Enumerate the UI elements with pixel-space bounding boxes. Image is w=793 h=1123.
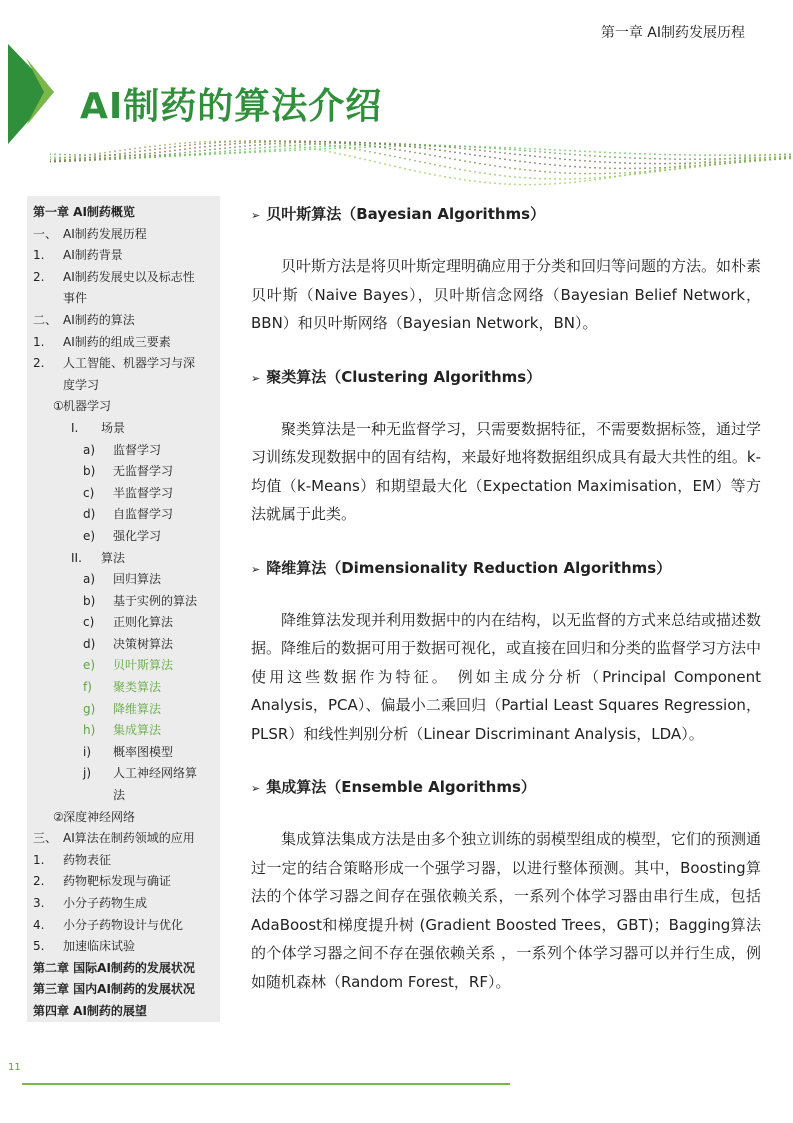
arrow-bullet-icon: ➢ (251, 371, 261, 385)
toc-item[interactable] (33, 245, 220, 267)
toc-item-label: 药物靶标发现与确证 (63, 874, 172, 889)
section-body-dimensionality: 降维算法发现并利用数据中的内在结构，以无监督的方式来总结或描述数据。降维后的数据可用于数据可视化，或直接在回归和分类的监督学习方法中使用这些数据作为特征。 例如主成分分析（Principal Component Analysis，PCA）、偏最小二乘回归（Partial Least Squares Regression，PLSR）和线性判别分析（Linear Discriminant Analysis，LDA）。 (251, 610, 762, 743)
toc-item-number: c) (83, 485, 95, 500)
toc-item-label: AI算法在制药领域的应用 (63, 831, 195, 846)
toc-item-label: 正则化算法 (113, 615, 174, 630)
toc-item[interactable] (33, 915, 220, 937)
toc-item-number: 2. (33, 356, 45, 371)
arrow-bullet-icon: ➢ (251, 209, 261, 222)
toc-item-label: 基于实例的算法 (113, 593, 198, 608)
toc-item[interactable] (33, 850, 220, 872)
section-body-clustering: 聚类算法是一种无监督学习，只需要数据特征，不需要数据标签，通过学习训练发现数据中的固有结构，来最好地将数据组织成具有最大共性的组。k-均值（k-Means）和期望最大化（Expectation Maximisation，EM）等方法就属于此类。 (251, 419, 762, 523)
toc-item[interactable] (33, 871, 220, 893)
toc-item-number: 2. (33, 874, 45, 889)
toc-item-label: 回归算法 (113, 572, 162, 587)
toc-item-label: 集成算法 (113, 723, 162, 738)
toc-item-label: 小分子药物生成 (63, 896, 148, 910)
toc-item-label: 第四章 AI制药的展望 (33, 1003, 147, 1018)
toc-item-label: AI制药的组成三要素 (63, 334, 171, 349)
toc-item[interactable] (33, 677, 220, 699)
toc-item-label: 强化学习 (113, 528, 162, 543)
toc-item-number: b) (83, 593, 96, 608)
toc-item[interactable] (33, 958, 220, 980)
toc-item[interactable] (33, 1001, 220, 1023)
toc-item[interactable] (33, 332, 220, 354)
toc-item[interactable] (33, 655, 220, 677)
toc-item-number: 5. (33, 939, 45, 954)
toc-item-number: 二、 (33, 312, 58, 327)
section-heading-ensemble: ➢ 集成算法（Ensemble Algorithms） (251, 778, 536, 796)
toc-item[interactable] (33, 742, 220, 764)
toc-item-number: d) (83, 507, 96, 522)
toc-item[interactable] (33, 202, 220, 224)
toc-item-number: ② (53, 809, 64, 824)
toc-item[interactable] (33, 548, 220, 570)
toc-item[interactable] (33, 979, 220, 1001)
toc-item[interactable] (33, 807, 220, 829)
toc-item-label: AI制药发展史以及标志性事件 (63, 269, 195, 306)
toc-item-number: i) (83, 744, 92, 759)
toc-item-number: 4. (33, 917, 45, 932)
toc-item[interactable] (33, 224, 220, 246)
toc-item-label: 第一章 AI制药概览 (33, 205, 135, 219)
toc-item-number: f) (83, 680, 92, 695)
toc-item-number: 1. (33, 248, 45, 263)
toc-item[interactable] (33, 504, 220, 526)
page-title: AI制药的算法介绍 (80, 86, 383, 127)
table-of-contents (27, 196, 220, 1022)
toc-item[interactable] (33, 461, 220, 483)
toc-item-number: ① (53, 399, 64, 414)
toc-item-number: h) (83, 723, 96, 738)
toc-item-number: 1. (33, 852, 45, 867)
toc-item-label: 聚类算法 (113, 680, 162, 695)
toc-item-label: 机器学习 (63, 399, 112, 414)
toc-item-number: a) (83, 572, 96, 587)
toc-item[interactable] (33, 569, 220, 591)
toc-item[interactable] (33, 763, 220, 806)
toc-item-label: 无监督学习 (113, 464, 174, 479)
toc-item[interactable] (33, 353, 220, 396)
toc-item-label: 深度神经网络 (63, 809, 136, 824)
toc-item[interactable] (33, 612, 220, 634)
toc-item-number: II. (71, 550, 82, 565)
main-content (251, 196, 761, 996)
arrow-bullet-icon: ➢ (251, 782, 261, 795)
section-body-bayesian: 贝叶斯方法是将贝叶斯定理明确应用于分类和回归等问题的方法。如朴素贝叶斯（Naive Bayes），贝叶斯信念网络（Bayesian Belief Network，BBN）和贝叶斯网络（Bayesian Network，BN）。 (251, 257, 762, 332)
toc-item-label: 第三章 国内AI制药的发展状况 (33, 982, 195, 997)
toc-item-label: 决策树算法 (113, 636, 174, 651)
toc-item-number: d) (83, 636, 96, 651)
toc-item-number: j) (83, 766, 92, 781)
toc-item-label: 人工神经网络算法 (113, 766, 198, 803)
toc-item-number: e) (83, 658, 96, 673)
toc-item[interactable] (33, 418, 220, 440)
toc-item-label: 算法 (101, 550, 126, 565)
toc-item-number: b) (83, 464, 96, 479)
toc-item-number: 一、 (33, 226, 58, 241)
toc-item-label: 监督学习 (113, 442, 162, 457)
toc-item[interactable] (33, 440, 220, 462)
footer-divider (22, 1083, 510, 1085)
section-body-ensemble: 集成算法集成方法是由多个独立训练的弱模型组成的模型，它们的预测通过一定的结合策略形成一个强学习器，以进行整体预测。其中，Boosting算法的个体学习器之间存在强依赖关系，一系列个体学习器由串行生成，包括AdaBoost和梯度提升树 (Gradient Boosted Trees，GBT)；Bagging算法的个体学习器之间不存在强依赖关系 ，一系列个体学习器可以并行生成，例如随机森林（Random Forest，RF）。 (251, 830, 762, 991)
section-heading-clustering: ➢ 聚类算法（Clustering Algorithms） (251, 367, 542, 386)
toc-item-label: AI制药背景 (63, 248, 123, 263)
section-heading-bayesian: ➢ 贝叶斯算法（Bayesian Algorithms） (251, 205, 546, 223)
toc-item-number: 2. (33, 269, 45, 284)
page-number: 11 (8, 1062, 21, 1073)
toc-item[interactable] (33, 526, 220, 548)
toc-item-number: g) (83, 701, 96, 716)
section-heading-dimensionality: ➢ 降维算法（Dimensionality Reduction Algorithms） (251, 558, 672, 577)
toc-item-label: 降维算法 (113, 701, 162, 716)
toc-item-label: 药物表征 (63, 852, 112, 867)
toc-item-label: AI制药的算法 (63, 312, 135, 327)
toc-item-label: 自监督学习 (113, 507, 174, 522)
toc-item-label: 人工智能、机器学习与深度学习 (63, 356, 196, 392)
toc-item[interactable] (33, 591, 220, 613)
toc-item-label: AI制药发展历程 (63, 226, 147, 241)
toc-item-label: 第二章 国际AI制药的发展状况 (33, 960, 195, 975)
toc-item-label: 小分子药物设计与优化 (63, 917, 184, 932)
toc-item-number: e) (83, 528, 96, 543)
toc-item[interactable] (33, 634, 220, 656)
chapter-header: 第一章 AI制药发展历程 (600, 25, 745, 41)
toc-item-number: 三、 (33, 831, 58, 846)
toc-item-label: 加速临床试验 (63, 939, 136, 954)
toc-item[interactable] (33, 396, 220, 418)
toc-item-number: 1. (33, 334, 45, 349)
toc-item[interactable] (33, 720, 220, 742)
arrow-bullet-icon: ➢ (251, 562, 261, 576)
toc-item-number: 3. (33, 896, 45, 910)
dotted-wave-decoration (50, 126, 793, 190)
toc-item[interactable] (33, 310, 220, 332)
toc-item-number: a) (83, 442, 96, 457)
toc-item[interactable] (33, 483, 220, 505)
toc-item-label: 半监督学习 (113, 485, 174, 500)
toc-item[interactable] (33, 267, 220, 310)
toc-item[interactable] (33, 828, 220, 850)
toc-item-label: 概率图模型 (113, 744, 174, 759)
toc-item-number: c) (83, 615, 95, 630)
toc-item[interactable] (33, 893, 220, 915)
toc-item-label: 场景 (101, 420, 126, 435)
toc-item[interactable] (33, 936, 220, 958)
toc-item-label: 贝叶斯算法 (113, 658, 174, 673)
toc-item[interactable] (33, 699, 220, 721)
toc-item-number: I. (71, 420, 79, 435)
